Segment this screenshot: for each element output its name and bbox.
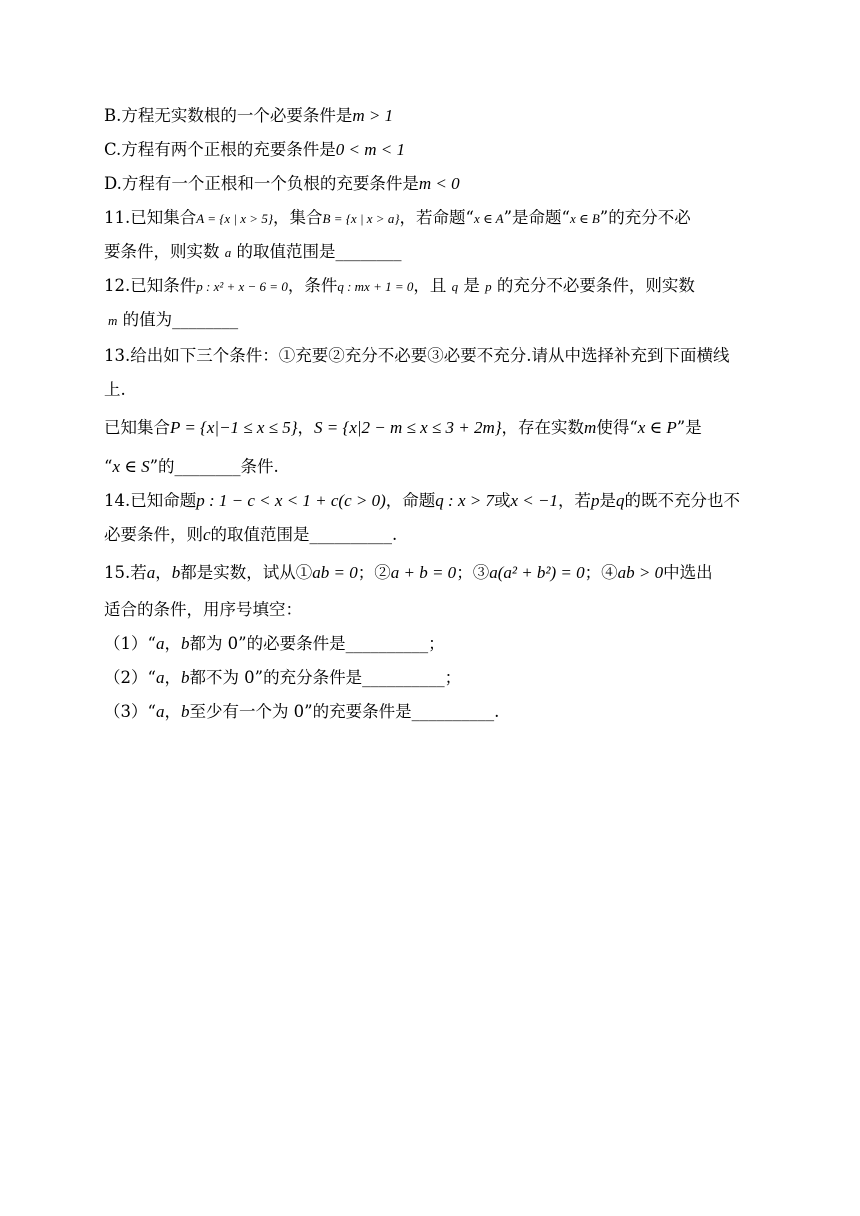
option-b-line	[104, 104, 393, 128]
q12-text: ，且	[413, 276, 447, 295]
q12-text: 的充分不必要条件，则实数	[496, 276, 695, 295]
q12-text: 是	[463, 276, 480, 295]
q11-math: x ∈ A	[473, 211, 504, 226]
question-14-line-1	[104, 489, 740, 513]
q15-math: b	[180, 702, 190, 721]
q15-sub-blank-text: 至少有一个为 0”的充要条件是__________.	[189, 702, 500, 721]
q14-math: p : 1 − c < x < 1 + c(c > 0)	[196, 491, 386, 510]
q13-text: ”是	[676, 418, 702, 437]
q15-sub-blank-text: 都不为 0”的充分条件是__________；	[189, 668, 462, 687]
q15-math: a	[155, 634, 165, 653]
q15-text: 中选出	[663, 563, 713, 582]
q15-math: b	[180, 634, 190, 653]
question-13-line-2	[104, 378, 126, 402]
q15-text: 都是实数，试从①	[180, 563, 313, 582]
q14-text: 的既不充分也不	[624, 491, 740, 510]
q13-math: m	[584, 418, 597, 437]
q12-math: p	[485, 279, 492, 294]
question-11-line-2	[104, 240, 402, 265]
option-c-line	[104, 138, 405, 162]
option-c-math: 0 < m < 1	[335, 140, 406, 159]
q12-math: q	[451, 279, 459, 294]
question-14-line-2	[104, 523, 397, 547]
q11-math: a	[224, 245, 232, 260]
question-13-line-1	[104, 344, 730, 368]
q15-math: a	[146, 563, 156, 582]
q14-text: 或	[493, 491, 511, 510]
option-d-line	[104, 172, 460, 196]
q15-condition-4: ab > 0	[617, 563, 664, 582]
q13-math: x ∈ P	[637, 418, 677, 437]
q15-text: ；③	[456, 563, 490, 582]
q14-math: c	[203, 525, 211, 544]
question-15-line-2	[104, 598, 302, 622]
q13-text: “	[104, 457, 113, 476]
q12-blank-text: 的值为________	[122, 310, 239, 329]
q11-math: x ∈ B	[569, 211, 600, 226]
q14-math: q : x > 7	[435, 491, 494, 510]
q13-text: 已知集合	[104, 418, 170, 437]
q13-math: x ∈ S	[112, 457, 150, 476]
option-c-text: C.方程有两个正根的充要条件是	[104, 140, 336, 159]
q12-math: p : x² + x − 6 = 0	[196, 279, 288, 294]
question-13-line-3	[104, 416, 702, 440]
q14-text: ，若	[557, 491, 591, 510]
q12-math: q : mx + 1 = 0	[337, 279, 414, 294]
q11-set-b: B = {x | x > a}	[322, 211, 400, 226]
q14-math: x < −1	[510, 491, 558, 510]
q15-sub-text: （2）“	[104, 668, 156, 687]
option-b-math: m > 1	[352, 106, 394, 125]
q15-condition-3: a(a² + b²) = 0	[489, 563, 585, 582]
q12-math: m	[108, 313, 118, 328]
question-15-sub-1	[104, 632, 445, 656]
q15-math: b	[180, 668, 190, 687]
q13-text: 上.	[104, 380, 126, 399]
q15-sub-text: ，	[164, 634, 181, 653]
question-15-line-1	[104, 561, 713, 585]
q13-text: 13.给出如下三个条件：①充要②充分不必要③必要不充分.请从中选择补充到下面横线	[104, 346, 730, 365]
q15-math: a	[155, 702, 165, 721]
q11-blank-text: 的取值范围是________	[236, 242, 402, 261]
q13-text: ，存在实数	[501, 418, 585, 437]
q14-math: p	[590, 491, 600, 510]
q15-text: ；②	[357, 563, 391, 582]
q11-text: ”是命题“	[503, 208, 570, 227]
q15-sub-blank-text: 都为 0”的必要条件是__________；	[189, 634, 445, 653]
q15-sub-text: （1）“	[104, 634, 156, 653]
q14-text: 必要条件，则	[104, 525, 203, 544]
q15-condition-1: ab = 0	[312, 563, 358, 582]
q15-text: 15.若	[104, 563, 147, 582]
q15-condition-2: a + b = 0	[390, 563, 457, 582]
q13-text: 使得“	[596, 418, 638, 437]
q14-text: ，命题	[385, 491, 436, 510]
option-d-math: m < 0	[418, 174, 460, 193]
q11-text: ，集合	[273, 208, 323, 227]
q15-text: ，	[155, 563, 172, 582]
q13-set-s: S = {x|2 − m ≤ x ≤ 3 + 2m}	[314, 418, 502, 437]
q13-set-p: P = {x|−1 ≤ x ≤ 5}	[170, 418, 298, 437]
q13-blank-text: ”的________条件.	[149, 457, 279, 476]
q13-text: ，	[297, 418, 315, 437]
q11-text: ，若命题“	[399, 208, 474, 227]
q15-sub-text: ，	[164, 668, 181, 687]
q12-text: 12.已知条件	[104, 276, 197, 295]
q11-text: ”的充分不必	[599, 208, 691, 227]
q14-text: 14.已知命题	[104, 491, 197, 510]
q14-math: q	[615, 491, 625, 510]
q11-set-a: A = {x | x > 5}	[196, 211, 274, 226]
q14-blank-text: 的取值范围是__________.	[210, 525, 398, 544]
question-13-line-4	[104, 455, 279, 479]
q15-sub-text: （3）“	[104, 702, 156, 721]
question-12-line-2	[108, 308, 238, 333]
question-15-sub-2	[104, 666, 461, 690]
question-11-line-1	[104, 206, 691, 231]
q15-sub-text: ，	[164, 702, 181, 721]
q11-text: 要条件，则实数	[104, 242, 220, 261]
q12-text: ，条件	[287, 276, 338, 295]
question-15-sub-3	[104, 700, 499, 724]
option-b-text: B.方程无实数根的一个必要条件是	[104, 106, 353, 125]
option-d-text: D.方程有一个正根和一个负根的充要条件是	[104, 174, 419, 193]
q14-text: 是	[599, 491, 616, 510]
q15-text: 适合的条件，用序号填空：	[104, 600, 302, 619]
question-12-line-1	[104, 274, 695, 299]
q11-text: 11.已知集合	[104, 208, 197, 227]
q15-math: b	[171, 563, 181, 582]
q15-text: ；④	[584, 563, 618, 582]
q15-math: a	[155, 668, 165, 687]
